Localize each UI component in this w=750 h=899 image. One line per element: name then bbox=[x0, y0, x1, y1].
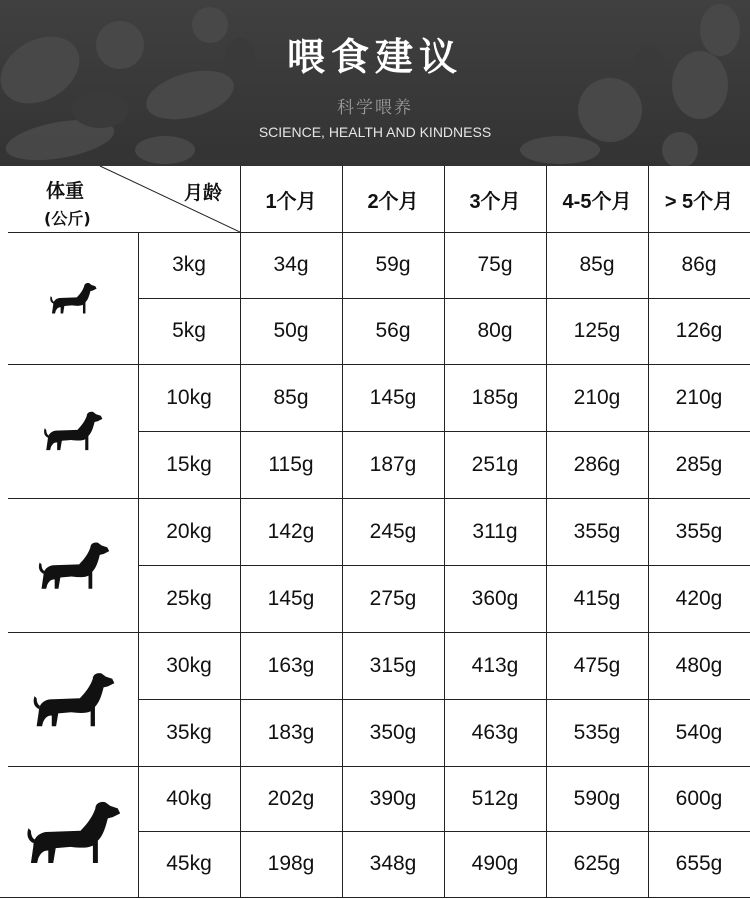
amount-cell: 390g bbox=[369, 786, 417, 810]
small-medium-dog-icon bbox=[40, 408, 106, 453]
grid-line bbox=[444, 166, 445, 897]
amount-cell: 600g bbox=[675, 786, 723, 810]
amount-cell: 50g bbox=[273, 319, 309, 342]
amount-cell: 142g bbox=[267, 519, 315, 543]
amount-cell: 415g bbox=[573, 586, 621, 610]
column-header: > 5个月 bbox=[664, 190, 734, 213]
amount-cell: 56g bbox=[375, 319, 411, 342]
grid-line bbox=[240, 166, 241, 897]
amount-cell: 490g bbox=[471, 852, 519, 875]
grid-line bbox=[648, 166, 649, 897]
amount-cell: 80g bbox=[477, 319, 513, 342]
header-banner bbox=[0, 0, 750, 166]
amount-cell: 463g bbox=[471, 720, 519, 744]
amount-cell: 540g bbox=[675, 720, 723, 744]
amount-cell: 34g bbox=[273, 253, 309, 276]
grid-line bbox=[138, 232, 139, 897]
weight-cell: 40kg bbox=[166, 786, 212, 810]
grid-line bbox=[546, 166, 547, 897]
amount-cell: 286g bbox=[573, 452, 621, 476]
page-subtitle: 科学喂养 bbox=[337, 98, 413, 118]
amount-cell: 355g bbox=[573, 519, 621, 543]
weight-cell: 35kg bbox=[166, 720, 212, 744]
amount-cell: 163g bbox=[267, 653, 315, 677]
header-diagonal-divider bbox=[0, 166, 240, 236]
amount-cell: 59g bbox=[375, 253, 411, 276]
weight-cell: 45kg bbox=[166, 852, 212, 875]
amount-cell: 245g bbox=[369, 519, 417, 543]
amount-cell: 210g bbox=[675, 385, 723, 409]
amount-cell: 86g bbox=[681, 253, 717, 276]
amount-cell: 187g bbox=[369, 452, 417, 476]
weight-cell: 10kg bbox=[166, 385, 212, 409]
amount-cell: 355g bbox=[675, 519, 723, 543]
amount-cell: 145g bbox=[267, 586, 315, 610]
small-dog-icon bbox=[47, 280, 99, 316]
weight-cell: 15kg bbox=[166, 452, 212, 476]
amount-cell: 275g bbox=[369, 586, 417, 610]
medium-dog-icon bbox=[34, 538, 113, 593]
age-header-label: 月龄 bbox=[184, 182, 223, 204]
grid-line bbox=[8, 232, 750, 233]
amount-cell: 315g bbox=[369, 653, 417, 677]
page-tagline: SCIENCE, HEALTH AND KINDNESS bbox=[258, 124, 492, 140]
column-header: 4-5个月 bbox=[562, 190, 632, 213]
amount-cell: 185g bbox=[471, 385, 519, 409]
amount-cell: 126g bbox=[675, 319, 723, 342]
amount-cell: 311g bbox=[472, 519, 518, 543]
amount-cell: 125g bbox=[573, 319, 621, 342]
amount-cell: 413g bbox=[471, 653, 519, 677]
column-header: 2个月 bbox=[367, 190, 419, 213]
weight-unit-label: (公斤) bbox=[44, 209, 91, 228]
amount-cell: 75g bbox=[477, 253, 513, 276]
weight-cell: 20kg bbox=[166, 519, 212, 543]
amount-cell: 285g bbox=[675, 452, 723, 476]
amount-cell: 655g bbox=[675, 852, 723, 875]
extra-large-dog-icon bbox=[21, 796, 125, 868]
vegetable-pattern-icon bbox=[0, 0, 750, 166]
grid-line bbox=[8, 766, 750, 767]
amount-cell: 85g bbox=[273, 385, 309, 409]
grid-line bbox=[8, 364, 750, 365]
amount-cell: 625g bbox=[573, 852, 621, 875]
amount-cell: 348g bbox=[369, 852, 417, 875]
weight-cell: 5kg bbox=[172, 319, 206, 342]
amount-cell: 512g bbox=[471, 786, 519, 810]
column-header: 1个月 bbox=[265, 190, 317, 213]
amount-cell: 210g bbox=[573, 385, 621, 409]
amount-cell: 202g bbox=[267, 786, 315, 810]
grid-line bbox=[342, 166, 343, 897]
column-header: 3个月 bbox=[469, 190, 521, 213]
amount-cell: 251g bbox=[471, 452, 519, 476]
weight-cell: 30kg bbox=[166, 653, 212, 677]
grid-line bbox=[8, 498, 750, 499]
amount-cell: 535g bbox=[573, 720, 621, 744]
amount-cell: 115g bbox=[268, 452, 314, 476]
amount-cell: 360g bbox=[471, 586, 519, 610]
amount-cell: 480g bbox=[675, 653, 723, 677]
amount-cell: 198g bbox=[267, 852, 315, 875]
amount-cell: 183g bbox=[267, 720, 315, 744]
grid-line bbox=[8, 632, 750, 633]
weight-cell: 3kg bbox=[172, 253, 206, 276]
amount-cell: 350g bbox=[369, 720, 417, 744]
amount-cell: 590g bbox=[573, 786, 621, 810]
large-dog-icon bbox=[28, 668, 119, 731]
amount-cell: 420g bbox=[675, 586, 723, 610]
page-title: 喂食建议 bbox=[286, 35, 463, 79]
amount-cell: 85g bbox=[579, 253, 615, 276]
amount-cell: 145g bbox=[369, 385, 417, 409]
weight-header-label: 体重 bbox=[46, 180, 85, 202]
grid-line bbox=[0, 897, 750, 898]
weight-cell: 25kg bbox=[166, 586, 212, 610]
amount-cell: 475g bbox=[573, 653, 621, 677]
